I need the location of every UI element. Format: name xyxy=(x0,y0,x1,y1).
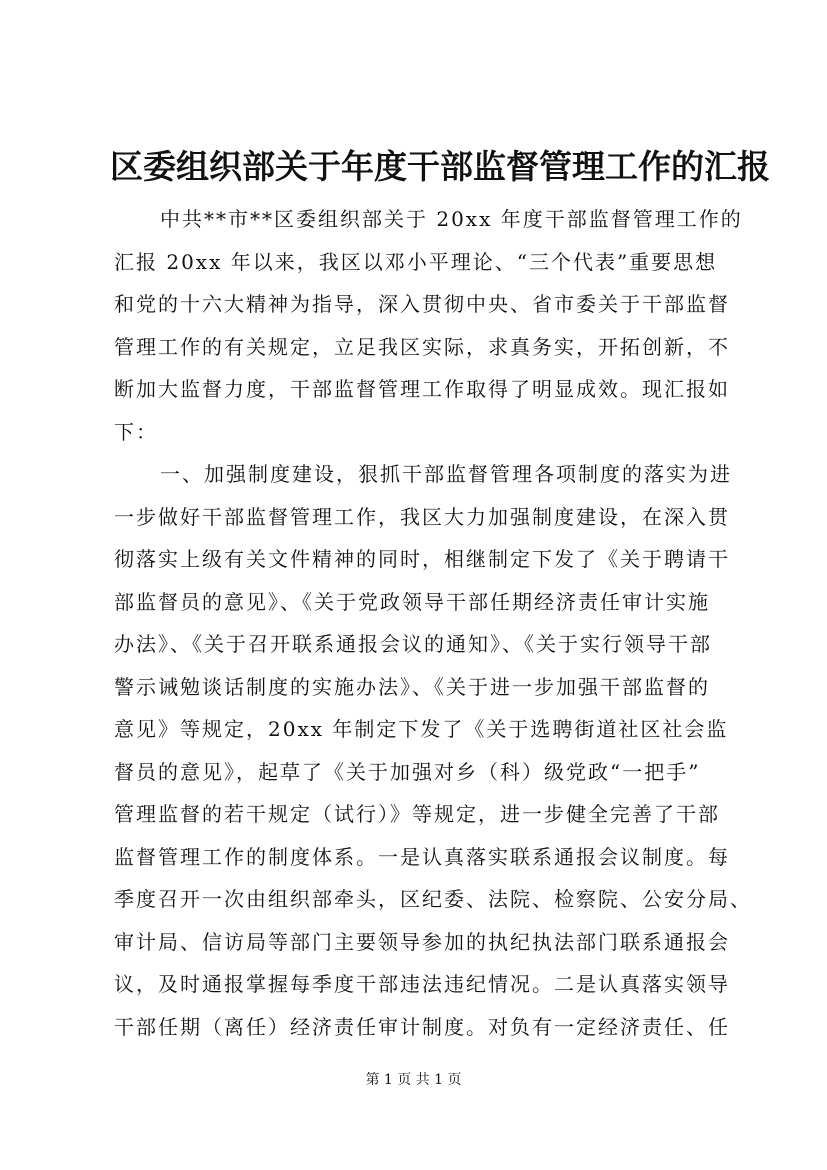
text-line: 一、加强制度建设，狠抓干部监督管理各项制度的落实为进 xyxy=(160,462,732,486)
text-line: 意见》等规定，20xx 年制定下发了《关于选聘街道社区社会监 xyxy=(114,717,729,741)
document-body xyxy=(114,198,752,1048)
text-line: 督员的意见》，起草了《关于加强对乡（科）级党政“一把手” xyxy=(114,759,701,784)
text-line: 干部任期（离任）经济责任审计制度。对负有一定经济责任、任 xyxy=(114,1014,730,1039)
page-footer: 第 1 页 共 1 页 xyxy=(365,1072,462,1088)
text-line: 和党的十六大精神为指导，深入贯彻中央、省市委关于干部监督 xyxy=(114,292,730,316)
text-line: 季度召开一次由组织部牵头，区纪委、法院、检察院、公安分局、 xyxy=(114,887,752,911)
text-line: 办法》、《关于召开联系通报会议的通知》、《关于实行领导干部 xyxy=(114,632,712,656)
text-line: 监督管理工作的制度体系。一是认真落实联系通报会议制度。每 xyxy=(114,844,730,869)
text-line: 断加大监督力度，干部监督管理工作取得了明显成效。现汇报如 xyxy=(114,377,730,401)
text-line: 议，及时通报掌握每季度干部违法违纪情况。二是认真落实领导 xyxy=(114,972,730,996)
text-line: 管理监督的若干规定（试行）》等规定，进一步健全完善了干部 xyxy=(114,802,720,826)
text-line: 中共**市**区委组织部关于 20xx 年度干部监督管理工作的 xyxy=(160,207,743,231)
text-line: 警示诫勉谈话制度的实施办法》、《关于进一步加强干部监督的 xyxy=(114,674,710,699)
document-title: 区委组织部关于年度干部监督管理工作的汇报 xyxy=(110,147,770,186)
text-line: 汇报 20xx 年以来，我区以邓小平理论、“三个代表”重要思想 xyxy=(114,249,718,274)
text-line: 部监督员的意见》、《关于党政领导干部任期经济责任审计实施 xyxy=(114,589,710,614)
text-line: 审计局、信访局等部门主要领导参加的执纪执法部门联系通报会 xyxy=(114,929,730,954)
text-line: 彻落实上级有关文件精神的同时，相继制定下发了《关于聘请干 xyxy=(114,547,730,571)
text-line: 下： xyxy=(114,419,158,444)
text-line: 管理工作的有关规定，立足我区实际，求真务实，开拓创新，不 xyxy=(114,334,730,359)
text-line: 一步做好干部监督管理工作，我区大力加强制度建设，在深入贯 xyxy=(114,504,730,529)
